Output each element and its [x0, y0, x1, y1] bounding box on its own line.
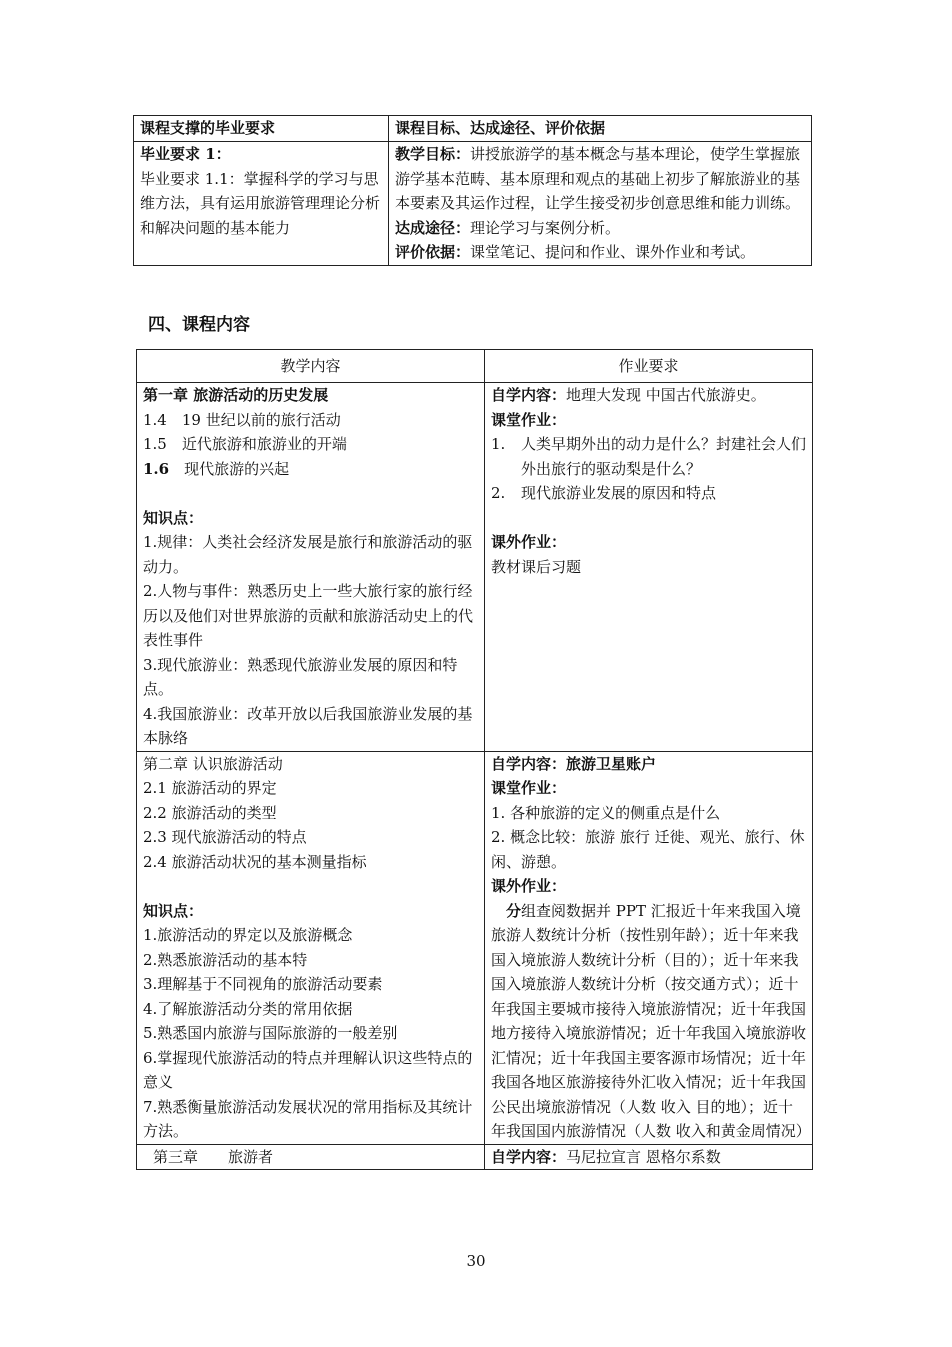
- list-item: 2.2 旅游活动的类型: [143, 803, 277, 822]
- chapter-title: 第一章 旅游活动的历史发展: [143, 386, 329, 404]
- table-row: [137, 1144, 813, 1170]
- self-study: [491, 383, 806, 408]
- list-item: [491, 432, 806, 481]
- objectives-cell: [389, 142, 812, 266]
- course-content-table: [136, 349, 813, 1170]
- requirement-title: 毕业要求 1：: [140, 145, 231, 163]
- homework-text: 教材课后习题: [491, 557, 582, 576]
- knowledge-label: 知识点：: [143, 901, 204, 920]
- table-row: [137, 751, 813, 1144]
- homework-label: 课外作业：: [491, 533, 567, 551]
- knowledge-point: 4.我国旅游业：改革开放以后我国旅游业发展的基本脉络: [143, 704, 473, 747]
- requirement-body: 毕业要求 1.1：掌握科学的学习与思维方法，具有运用旅游管理理论分析和解决问题的基本能力: [140, 169, 381, 237]
- homework-text: [491, 899, 811, 1144]
- knowledge-label: 知识点：: [143, 508, 204, 527]
- header-cell: 课程目标、达成途径、评价依据: [389, 116, 812, 142]
- knowledge-point: 7.熟悉衡量旅游活动发展状况的常用指标及其统计方法。: [143, 1097, 473, 1140]
- knowledge-point: 3.理解基于不同视角的旅游活动要素: [143, 975, 383, 993]
- graduation-requirements-table: [133, 115, 812, 266]
- content-cell: [137, 383, 485, 752]
- knowledge-point: 1.规律：人类社会经济发展是旅行和旅游活动的驱动力。: [143, 533, 473, 576]
- table-row: [137, 383, 813, 752]
- assignment-cell: [485, 751, 813, 1144]
- header-cell: 作业要求: [485, 350, 813, 383]
- content-cell: [137, 751, 485, 1144]
- goal-label: 教学目标：: [395, 145, 471, 163]
- eval-text: 课堂笔记、提问和作业、课外作业和考试。: [470, 243, 756, 261]
- item-number: 2.: [491, 484, 506, 502]
- homework-first-char: 分: [506, 901, 522, 920]
- self-study: [491, 1145, 806, 1170]
- self-study-label: 自学内容：旅游卫星账户: [491, 754, 657, 773]
- item-text: 现代旅游的兴起: [169, 459, 290, 478]
- list-item: 2. 概念比较：旅游 旅行 迁徙、观光、旅行、休闲、游憩。: [491, 828, 805, 871]
- knowledge-point: 1.旅游活动的界定以及旅游概念: [143, 926, 353, 944]
- self-study-label: 自学内容：: [491, 386, 567, 404]
- self-study-text: 地理大发现 中国古代旅游史。: [566, 386, 766, 404]
- assignment-cell: [485, 1144, 813, 1170]
- class-work-label: 课堂作业：: [491, 779, 567, 797]
- list-item: 2.1 旅游活动的界定: [143, 779, 277, 797]
- homework-label: 课外作业：: [491, 877, 567, 895]
- knowledge-point: 2.人物与事件：熟悉历史上一些大旅行家的旅行经历以及他们对世界旅游的贡献和旅游活动史上的代表性事件: [143, 582, 474, 649]
- knowledge-point: 6.掌握现代旅游活动的特点并理解认识这些特点的意义: [143, 1048, 473, 1091]
- content-cell: [137, 1144, 485, 1170]
- assignment-cell: [485, 383, 813, 752]
- homework-body: 组查阅数据并 PPT 汇报近十年来我国入境旅游人数统计分析（按性别年龄）；近十年来我国入境旅游人数统计分析（目的）；近十年来我国入境旅游人数统计分析（按交通方式）；近十年我国主要城市接待入境旅游情况；近十年我国地方接待入境旅游情况；近十年我国入境旅游收汇情况；近十年我国主要客源市场情况；近十年我国各地区旅游接待外汇收入情况；近十年我国公民出境旅游情况（人数 收入 目的地）；近十年我国国内旅游情况（人数 收入和黄金周情况）: [491, 901, 811, 1140]
- self-study-label: 自学内容：: [491, 1147, 567, 1166]
- page-number: 30: [466, 1252, 486, 1270]
- path-label: 达成途径：: [395, 218, 471, 237]
- self-study-text: 马尼拉宣言 恩格尔系数: [566, 1147, 721, 1166]
- chapter-title: 第二章 认识旅游活动: [143, 754, 283, 773]
- table-header-row: [134, 116, 812, 142]
- list-item: 2.3 现代旅游活动的特点: [143, 828, 307, 846]
- path-text: 理论学习与案例分析。: [470, 218, 621, 237]
- goal-text: 讲授旅游学的基本概念与基本理论，使学生掌握旅游学基本范畴、基本原理和观点的基础上初步了解旅游业的基本要素及其运作过程，让学生接受初步创意思维和能力训练。: [395, 145, 801, 212]
- list-item: [143, 457, 478, 482]
- eval-label: 评价依据：: [395, 243, 471, 261]
- knowledge-point: 4.了解旅游活动分类的常用依据: [143, 999, 353, 1018]
- list-item: 2.4 旅游活动状况的基本测量指标: [143, 852, 367, 871]
- knowledge-point: 3.现代旅游业：熟悉现代旅游业发展的原因和特点。: [143, 655, 458, 698]
- header-cell: 课程支撑的毕业要求: [134, 116, 389, 142]
- section-title: 四、课程内容: [148, 315, 250, 335]
- class-work-label: 课堂作业：: [491, 410, 567, 429]
- item-text: 人类早期外出的动力是什么？封建社会人们外出旅行的驱动梨是什么？: [521, 435, 807, 478]
- item-number: 1.6: [143, 459, 170, 478]
- list-item: [491, 481, 806, 506]
- knowledge-point: 5.熟悉国内旅游与国际旅游的一般差别: [143, 1024, 398, 1042]
- table-row: [134, 142, 812, 266]
- chapter-title: 第三章 旅游者: [153, 1147, 274, 1166]
- header-cell: 教学内容: [137, 350, 485, 383]
- table-header-row: [137, 350, 813, 383]
- list-item: 1.5 近代旅游和旅游业的开端: [143, 435, 347, 453]
- list-item: 1.4 19 世纪以前的旅行活动: [143, 410, 341, 429]
- item-text: 现代旅游业发展的原因和特点: [521, 484, 717, 502]
- knowledge-point: 2.熟悉旅游活动的基本特: [143, 950, 308, 969]
- requirement-cell: [134, 142, 389, 266]
- item-number: 1.: [491, 435, 506, 453]
- list-item: 1. 各种旅游的定义的侧重点是什么: [491, 803, 721, 822]
